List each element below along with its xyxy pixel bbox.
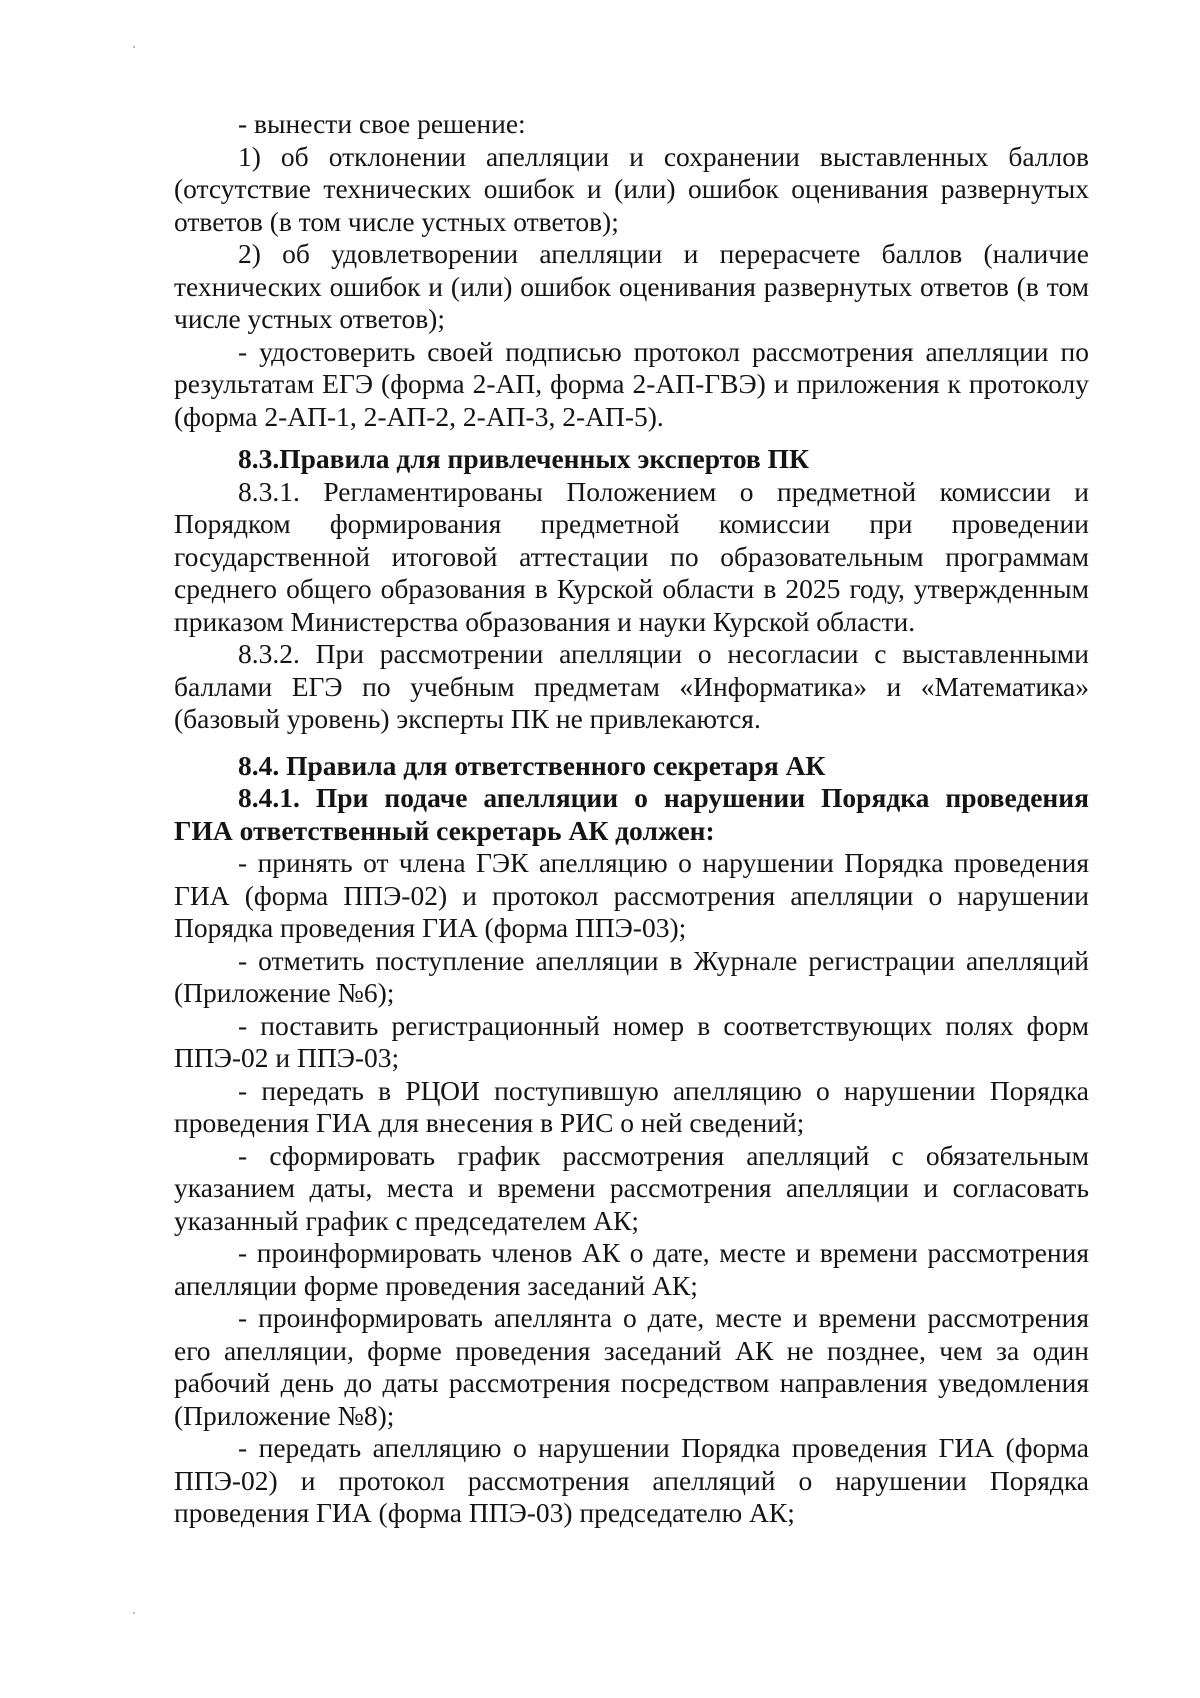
section-8-4-1-subheading: 8.4.1. При подаче апелляции о нарушении Порядка проведения ГИА ответственный секретарь АК должен: [174, 782, 1089, 846]
paragraph-decision-intro: - вынести свое решение: [238, 108, 526, 139]
list-item: - отметить поступление апелляции в Журнале регистрации апелляций (Приложение №6); [174, 944, 1089, 1008]
paragraph-decision-accept: 2) об удовлетворении апелляции и перерасчете баллов (наличие технических ошибок и (или) ошибок оценивания развернутых ответов (в том числе устных ответов); [174, 238, 1089, 334]
list-item: - проинформировать апеллянта о дате, месте и времени рассмотрения его апелляции, форме проведения заседаний АК не позднее, чем за один рабочий день до даты рассмотрения посредством направления уведомления (Приложение №8); [174, 1302, 1089, 1431]
paragraph-decision-reject: 1) об отклонении апелляции и сохранении выставленных баллов (отсутствие технических ошибок и (или) ошибок оценивания развернутых ответов (в том числе устных ответов); [174, 140, 1089, 237]
scan-edge-mark-bottom [133, 1612, 135, 1614]
scan-edge-mark-top [133, 46, 135, 48]
paragraph-sign-protocol: - удостоверить своей подписью протокол рассмотрения апелляции по результатам ЕГЭ (форма 2-АП, форма 2-АП-ГВЭ) и приложения к протоколу (форма 2-АП-1, 2-АП-2, 2-АП-3, 2-АП-5). [174, 335, 1089, 432]
list-item: - сформировать график рассмотрения апелляций с обязательным указанием даты, места и времени рассмотрения апелляции и согласовать указанный график с председателем АК; [174, 1139, 1089, 1236]
paragraph-8-3-1: 8.3.1. Регламентированы Положением о предметной комиссии и Порядком формирования предметной комиссии при проведении государственной итоговой аттестации по образовательным программам среднего общего образования в Курской области в 2025 году, утвержденным приказом Министерства образования и науки Курской области. [174, 475, 1089, 637]
list-item: - проинформировать членов АК о дате, месте и времени рассмотрения апелляции форме проведения заседаний АК; [174, 1237, 1089, 1301]
section-8-3-heading: 8.3.Правила для привлеченных экспертов ПК [238, 443, 809, 474]
list-item: - принять от члена ГЭК апелляцию о нарушении Порядка проведения ГИА (форма ППЭ-02) и протокол рассмотрения апелляции о нарушении Порядка проведения ГИА (форма ППЭ-03); [174, 847, 1089, 943]
list-item: - поставить регистрационный номер в соответствующих полях форм ППЭ-02 и ППЭ-03; [174, 1009, 1089, 1073]
paragraph-8-3-2: 8.3.2. При рассмотрении апелляции о несогласии с выставленными баллами ЕГЭ по учебным предметам «Информатика» и «Математика» (базовый уровень) эксперты ПК не привлекаются. [174, 638, 1089, 734]
list-item: - передать апелляцию о нарушении Порядка проведения ГИА (форма ППЭ-02) и протокол рассмотрения апелляций о нарушении Порядка проведения ГИА (форма ППЭ-03) председателю АК; [174, 1432, 1089, 1528]
section-8-4-heading: 8.4. Правила для ответственного секретаря АК [238, 749, 826, 781]
document-page [174, 108, 1089, 1530]
list-item: - передать в РЦОИ поступившую апелляцию о нарушении Порядка проведения ГИА для внесения в РИС о ней сведений; [174, 1074, 1089, 1138]
